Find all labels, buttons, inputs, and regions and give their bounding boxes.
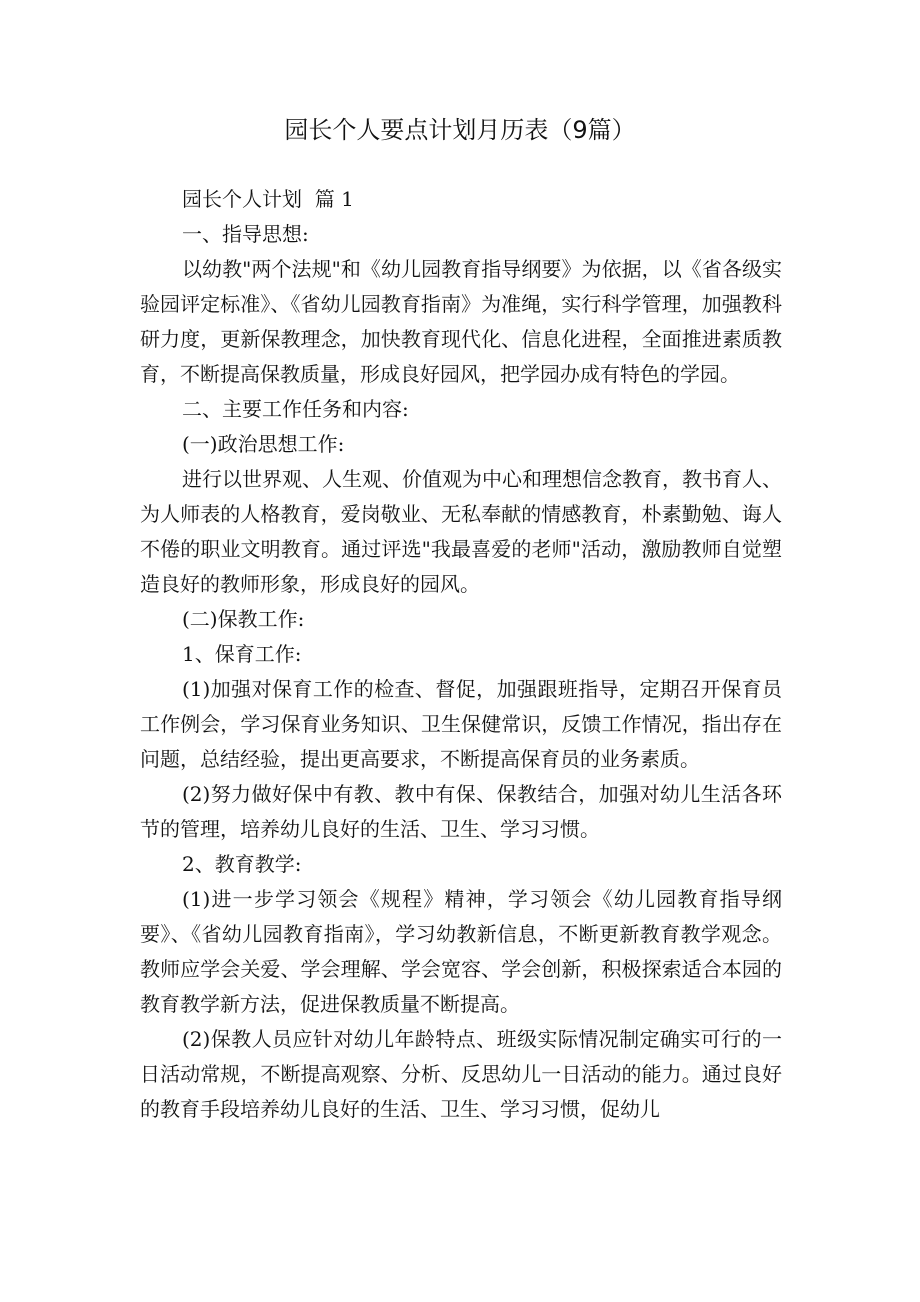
- body-paragraph: 进行以世界观、人生观、价值观为中心和理想信念教育，教书育人、为人师表的人格教育，爱岗敬业、无私奉献的情感教育，朴素勤勉、诲人不倦的职业文明教育。通过评选"我最喜爱的老师"活动，激励教师自觉塑造良好的教师形象，形成良好的园风。: [140, 467, 782, 596]
- body-paragraph: (2)保教人员应针对幼儿年龄特点、班级实际情况制定确实可行的一日活动常规，不断提高观察、分析、反思幼儿一日活动的能力。通过良好的教育手段培养幼儿良好的生活、卫生、学习习惯，促幼儿: [140, 1027, 782, 1121]
- section-heading: 园长个人计划 篇 1: [182, 187, 354, 211]
- body-paragraph: 以幼教"两个法规"和《幼儿园教育指导纲要》为依据，以《省各级实验园评定标准》、《省幼儿园教育指南》为准绳，实行科学管理，加强教科研力度，更新保教理念，加快教育现代化、信息化进程，全面推进素质教育，不断提高保教质量，形成良好园风，把学园办成有特色的学园。: [140, 257, 782, 386]
- subsection-heading: 一、指导思想:: [182, 222, 309, 246]
- body-paragraph: (1)加强对保育工作的检查、督促，加强跟班指导，定期召开保育员工作例会，学习保育业务知识、卫生保健常识，反馈工作情况，指出存在问题，总结经验，提出更高要求，不断提高保育员的业务素质。: [140, 677, 782, 771]
- subsection-heading: (一)政治思想工作:: [182, 432, 345, 456]
- subsection-heading: 1、保育工作:: [182, 642, 302, 666]
- subsection-heading: (二)保教工作:: [182, 607, 305, 631]
- document-body: [140, 182, 782, 1127]
- body-paragraph: (1)进一步学习领会《规程》精神，学习领会《幼儿园教育指导纲要》、《省幼儿园教育指南》，学习幼教新信息，不断更新教育教学观念。教师应学会关爱、学会理解、学会宽容、学会创新，积极探索适合本园的教育教学新方法，促进保教质量不断提高。: [140, 887, 782, 1016]
- subsection-heading: 二、主要工作任务和内容:: [182, 397, 409, 421]
- body-paragraph: (2)努力做好保中有教、教中有保、保教结合，加强对幼儿生活各环节的管理，培养幼儿良好的生活、卫生、学习习惯。: [140, 782, 782, 841]
- document-title: 园长个人要点计划月历表（9篇）: [284, 116, 636, 144]
- subsection-heading: 2、教育教学:: [182, 852, 302, 876]
